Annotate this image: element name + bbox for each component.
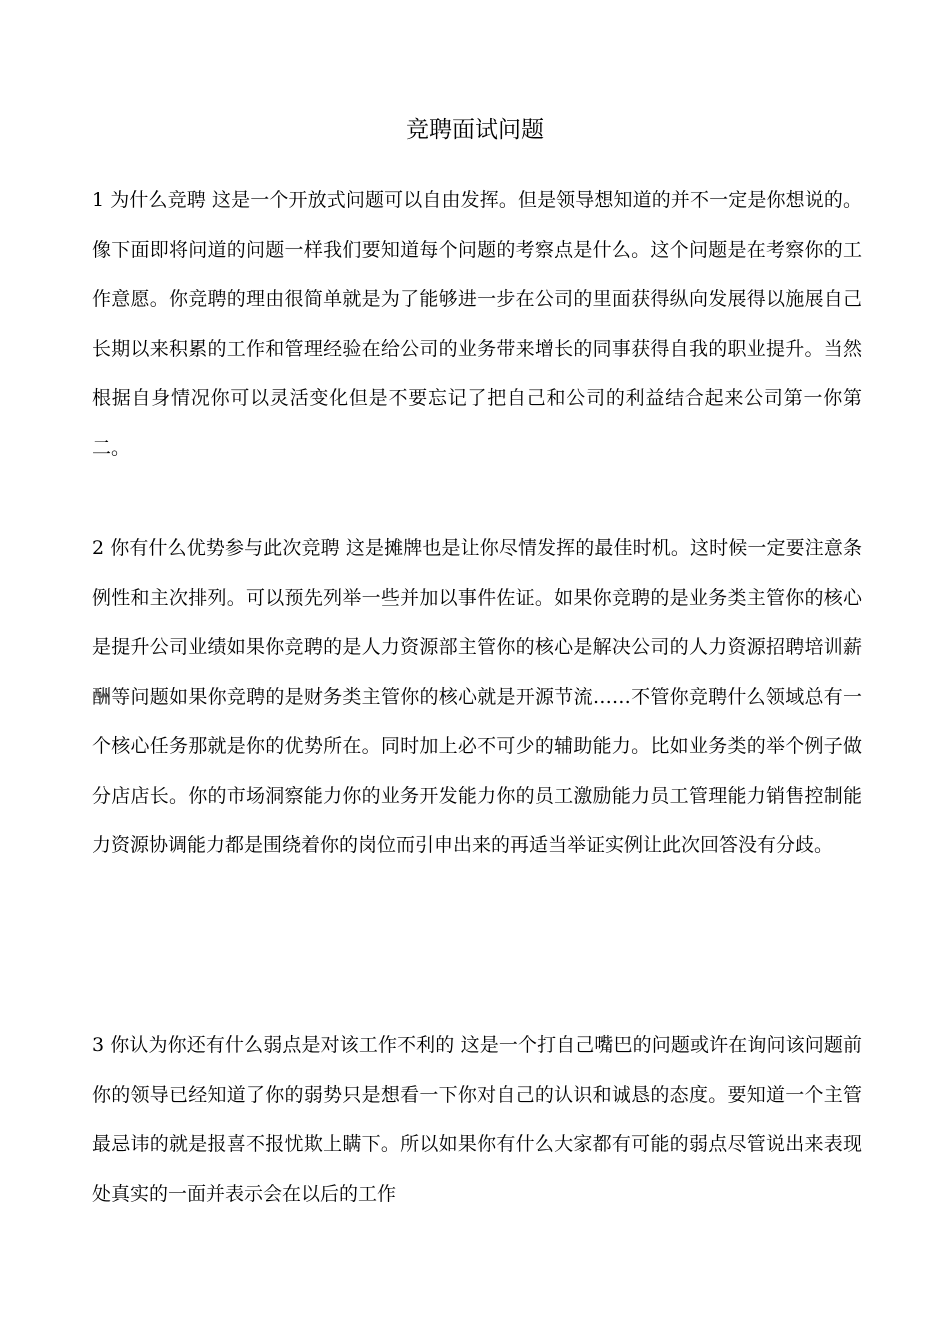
paragraph-3: 3 你认为你还有什么弱点是对该工作不利的 这是一个打自己嘴巴的问题或许在询问该问题前你的领导已经知道了你的弱势只是想看一下你对自己的认识和诚恳的态度。要知道一个主管最忌讳的就是报喜不报忧欺上瞒下。所以如果你有什么大家都有可能的弱点尽管说出来表现处真实的一面并表示会在以后的工作	[92, 1034, 862, 1205]
paragraph-1: 1 为什么竞聘 这是一个开放式问题可以自由发挥。但是领导想知道的并不一定是你想说的。像下面即将问道的问题一样我们要知道每个问题的考察点是什么。这个问题是在考察你的工作意愿。你竞聘的理由很简单就是为了能够进一步在公司的里面获得纵向发展得以施展自己长期以来积累的工作和管理经验在给公司的业务带来增长的同事获得自我的职业提升。当然根据自身情况你可以灵活变化但是不要忘记了把自己和公司的利益结合起来公司第一你第二。	[92, 189, 862, 459]
document-title: 竞聘面试问题	[406, 117, 544, 143]
paragraph-2: 2 你有什么优势参与此次竞聘 这是摊牌也是让你尽情发挥的最佳时机。这时候一定要注意条例性和主次排列。可以预先列举一些并加以事件佐证。如果你竞聘的是业务类主管你的核心是提升公司业绩如果你竞聘的是人力资源部主管你的核心是解决公司的人力资源招聘培训薪酬等问题如果你竞聘的是财务类主管你的核心就是开源节流……不管你竞聘什么领域总有一个核心任务那就是你的优势所在。同时加上必不可少的辅助能力。比如业务类的举个例子做分店店长。你的市场洞察能力你的业务开发能力你的员工激励能力员工管理能力销售控制能力资源协调能力都是围绕着你的岗位而引申出来的再适当举证实例让此次回答没有分歧。	[92, 537, 862, 856]
